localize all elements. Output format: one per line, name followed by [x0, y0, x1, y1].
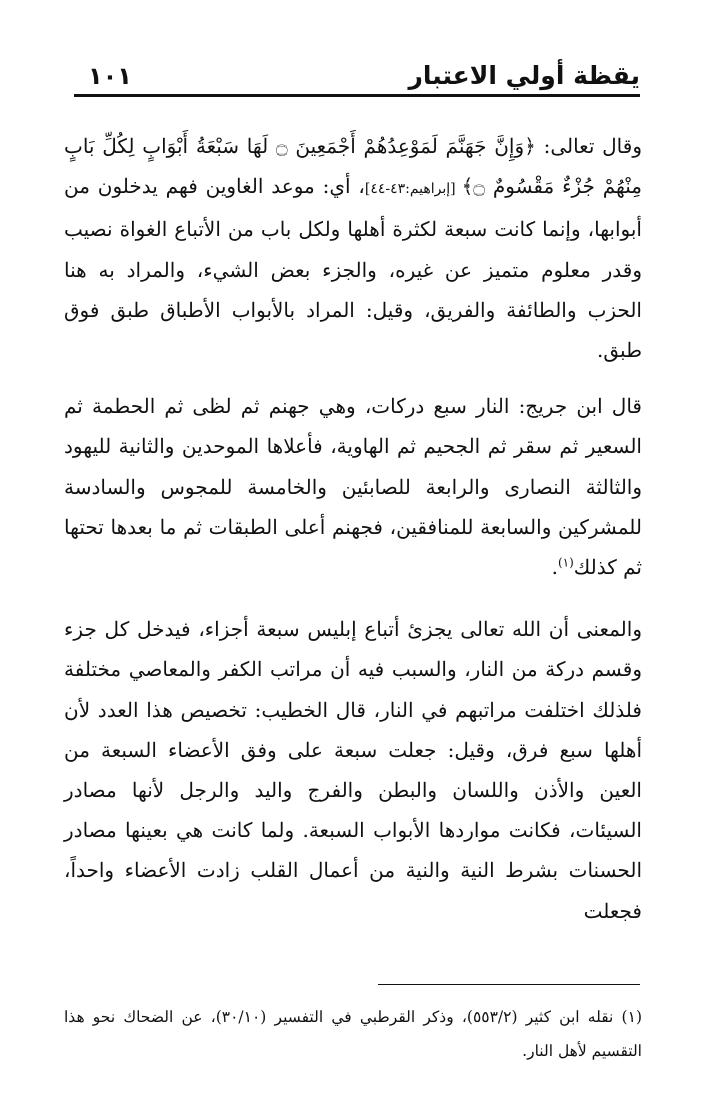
paragraph-1 — [64, 126, 642, 370]
paragraph-2 — [64, 386, 642, 587]
paragraph-2-text: قال ابن جريج: النار سبع دركات، وهي جهنم ثم لظى ثم الحطمة ثم السعير ثم سقر ثم الجحيم ثم الهاوية، فأعلاها الموحدين والثانية لليهود والثالثة النصارى والرابعة للصابئين والخامسة للمجوس والسادسة للمشركين والسابعة للمنافقين، فجهنم أعلى الطبقات ثم ما بعدها تحتها ثم كذلك — [64, 394, 642, 580]
quran-verse: ﴿وَإِنَّ جَهَنَّمَ لَمَوْعِدُهُمْ أَجْمَعِينَ ۝ لَهَا سَبْعَةُ أَبْوَابٍ لِكُلِّ بَابٍ مِنْهُمْ جُزْءٌ مَقْسُومٌ ۝﴾ — [64, 134, 642, 199]
paragraph-3 — [64, 609, 642, 931]
footnote-1: (١) نقله ابن كثير (٥٥٣/٢)، وذكر القرطبي في التفسير (٣٠/١٠)، عن الضحاك نحو هذا التقسيم لأهل النار. — [64, 1008, 642, 1060]
page-number: ١٠١ — [88, 62, 132, 90]
paragraph-1-text: ، أي: موعد الغاوين فهم يدخلون من أبوابها، وإنما كانت سبعة لكثرة أهلها ولكل باب من الأتباع الغواة نصيب وقدر معلوم متميز عن غيره، والجزء بعض الشيء، والمراد به هنا الحزب والطائفة والفريق، وقيل: المراد بالأبواب الأطباق طبق فوق طبق. — [64, 174, 642, 363]
running-title: يقظة أولي الاعتبار — [408, 61, 640, 90]
header-rule — [74, 94, 640, 97]
footnotes — [64, 1000, 642, 1068]
main-text — [64, 126, 642, 931]
paragraph-3-text: والمعنى أن الله تعالى يجزئ أتباع إبليس سبعة أجزاء، فيدخل كل جزء وقسم دركة من النار، والسبب فيه أن مراتب الكفر والمعاصي مختلفة فلذلك اختلفت مراتبهم في النار، قال الخطيب: تخصيص هذا العدد لأن أهلها سبع فرق، وقيل: جعلت سبعة على وفق الأعضاء السبعة من العين والأذن واللسان والبطن والفرج واليد والرجل لأنها مصادر السيئات، فكانت مواردها الأبواب السبعة. ولما كانت هي بعينها مصادر الحسنات بشرط النية والنية من أعمال القلب زادت الأعضاء واحداً، فجعلت — [64, 617, 642, 923]
paragraph-1-lead: وقال تعالى: — [535, 134, 642, 158]
footnote-rule — [378, 984, 640, 985]
verse-citation: [إبراهيم:٤٣-٤٤] — [364, 181, 462, 198]
footnote-marker[interactable]: (١) — [557, 555, 574, 570]
paragraph-2-end: . — [551, 555, 558, 580]
page-header — [74, 60, 640, 96]
